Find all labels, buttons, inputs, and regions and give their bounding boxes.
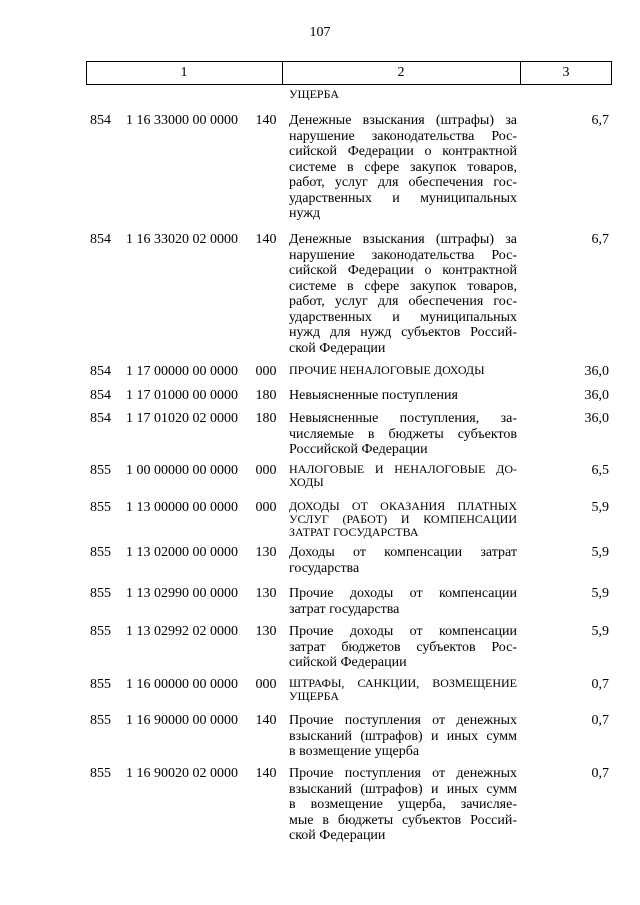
revenue-name-line: ударственных и муниципальных	[289, 190, 517, 206]
revenue-name	[289, 388, 517, 404]
revenue-name	[289, 113, 517, 222]
revenue-name-line: ШТРАФЫ, САНКЦИИ, ВОЗМЕЩЕНИЕ	[289, 676, 517, 690]
amount-value: 5,9	[591, 500, 609, 515]
revenue-code: 1 17 00000 00 0000	[126, 364, 238, 379]
revenue-name-line: ДОХОДЫ ОТ ОКАЗАНИЯ ПЛАТНЫХ	[289, 499, 517, 513]
admin-code: 855	[90, 586, 111, 601]
subtype-code: 000	[255, 500, 277, 515]
revenue-name-line: нарушение законодательства Рос-	[289, 128, 517, 144]
revenue-code: 1 16 33000 00 0000	[126, 113, 238, 128]
subtype-code: 000	[255, 364, 277, 379]
revenue-name-line: Денежные взыскания (штрафы) за	[289, 113, 517, 128]
admin-code: 855	[90, 624, 111, 639]
revenue-name-line: УЩЕРБА	[289, 689, 340, 703]
revenue-code: 1 13 02992 02 0000	[126, 624, 238, 639]
revenue-name-line: в возмещение ущерба, зачисляе-	[289, 797, 517, 812]
revenue-code: 1 17 01020 02 0000	[126, 411, 238, 426]
revenue-name-line: системе в сфере закупок товаров,	[289, 278, 517, 294]
revenue-name-line: работ, услуг для обеспечения гос-	[289, 294, 517, 309]
revenue-name-line: ПРОЧИЕ НЕНАЛОГОВЫЕ ДОХОДЫ	[289, 363, 485, 377]
revenue-name-line: ударственных и муниципальных	[289, 309, 517, 325]
subtype-code: 140	[255, 713, 277, 728]
revenue-name-line: Невыясненные поступления, за-	[289, 411, 517, 426]
amount-value: 5,9	[591, 545, 609, 560]
header-col-2: 2	[397, 65, 405, 80]
revenue-name-line: затрат бюджетов субъектов Рос-	[289, 639, 517, 655]
page-number: 107	[309, 25, 331, 40]
amount-value: 5,9	[591, 624, 609, 639]
revenue-name	[289, 364, 517, 377]
revenue-name-line: нарушение законодательства Рос-	[289, 247, 517, 263]
amount-value: 0,7	[591, 713, 609, 728]
amount-value: 36,0	[584, 411, 609, 426]
subtype-code: 140	[255, 232, 277, 247]
revenue-name-line: Доходы от компенсации затрат	[289, 545, 517, 560]
revenue-name-line: системе в сфере закупок товаров,	[289, 159, 517, 175]
revenue-name-line: ХОДЫ	[289, 475, 324, 489]
revenue-name-line: Прочие поступления от денежных	[289, 766, 517, 781]
revenue-code: 1 17 01000 00 0000	[126, 388, 238, 403]
revenue-name-line: ской Федерации	[289, 340, 386, 356]
revenue-name	[289, 88, 517, 101]
revenue-name-line: сийской Федерации о контрактной	[289, 144, 517, 159]
revenue-name-line: УЩЕРБА	[289, 87, 340, 101]
header-col-3: 3	[562, 65, 570, 80]
revenue-name-line: в возмещение ущерба	[289, 744, 420, 759]
admin-code: 855	[90, 463, 111, 478]
revenue-name-line: Денежные взыскания (штрафы) за	[289, 232, 517, 247]
subtype-code: 000	[255, 677, 277, 692]
subtype-code: 130	[255, 624, 277, 639]
revenue-code: 1 13 02990 00 0000	[126, 586, 238, 601]
amount-value: 36,0	[584, 364, 609, 379]
amount-value: 0,7	[591, 677, 609, 692]
revenue-name-line: взысканий (штрафов) и иных сумм	[289, 781, 517, 797]
revenue-name-line: Невыясненные поступления	[289, 388, 458, 403]
revenue-code: 1 16 90000 00 0000	[126, 713, 238, 728]
revenue-name-line: Прочие доходы от компенсации	[289, 624, 517, 639]
admin-code: 854	[90, 113, 111, 128]
amount-value: 5,9	[591, 586, 609, 601]
revenue-name-line: НАЛОГОВЫЕ И НЕНАЛОГОВЫЕ ДО-	[289, 462, 517, 476]
revenue-name	[289, 677, 517, 703]
admin-code: 854	[90, 388, 111, 403]
admin-code: 854	[90, 364, 111, 379]
subtype-code: 180	[255, 411, 277, 426]
admin-code: 855	[90, 713, 111, 728]
revenue-name-line: Прочие доходы от компенсации	[289, 586, 517, 601]
revenue-code: 1 13 00000 00 0000	[126, 500, 238, 515]
revenue-name-line: затрат государства	[289, 601, 400, 617]
revenue-name-line: ской Федерации	[289, 828, 386, 843]
subtype-code: 130	[255, 545, 277, 560]
revenue-name-line: УСЛУГ (РАБОТ) И КОМПЕНСАЦИИ	[289, 512, 517, 526]
revenue-name-line: ЗАТРАТ ГОСУДАРСТВА	[289, 525, 419, 539]
amount-value: 6,7	[591, 232, 609, 247]
revenue-name-line: нужд для нужд субъектов Россий-	[289, 325, 517, 340]
revenue-name-line: взысканий (штрафов) и иных сумм	[289, 728, 517, 744]
revenue-name-line: государства	[289, 560, 360, 576]
revenue-name-line: Прочие поступления от денежных	[289, 713, 517, 728]
admin-code: 855	[90, 500, 111, 515]
amount-value: 6,5	[591, 463, 609, 478]
revenue-name	[289, 545, 517, 576]
admin-code: 854	[90, 232, 111, 247]
admin-code: 854	[90, 411, 111, 426]
revenue-name-line: сийской Федерации о контрактной	[289, 263, 517, 278]
revenue-name-line: мые в бюджеты субъектов Россий-	[289, 812, 517, 828]
revenue-name	[289, 766, 517, 844]
subtype-code: 130	[255, 586, 277, 601]
revenue-name	[289, 586, 517, 617]
revenue-name-line: работ, услуг для обеспечения гос-	[289, 175, 517, 190]
revenue-name	[289, 411, 517, 458]
admin-code: 855	[90, 677, 111, 692]
amount-value: 6,7	[591, 113, 609, 128]
subtype-code: 140	[255, 113, 277, 128]
amount-value: 36,0	[584, 388, 609, 403]
revenue-name	[289, 500, 517, 539]
revenue-name	[289, 232, 517, 356]
subtype-code: 140	[255, 766, 277, 781]
revenue-name-line: нужд	[289, 206, 321, 221]
revenue-code: 1 13 02000 00 0000	[126, 545, 238, 560]
revenue-code: 1 16 90020 02 0000	[126, 766, 238, 781]
subtype-code: 180	[255, 388, 277, 403]
revenue-name-line: числяемые в бюджеты субъектов	[289, 426, 517, 442]
revenue-name	[289, 713, 517, 760]
revenue-name	[289, 624, 517, 671]
revenue-name-line: сийской Федерации	[289, 655, 407, 670]
admin-code: 855	[90, 766, 111, 781]
revenue-code: 1 16 00000 00 0000	[126, 677, 238, 692]
amount-value: 0,7	[591, 766, 609, 781]
subtype-code: 000	[255, 463, 277, 478]
revenue-code: 1 00 00000 00 0000	[126, 463, 238, 478]
admin-code: 855	[90, 545, 111, 560]
header-col-1: 1	[180, 65, 188, 80]
table-header	[86, 61, 612, 85]
revenue-name	[289, 463, 517, 489]
revenue-code: 1 16 33020 02 0000	[126, 232, 238, 247]
revenue-name-line: Российской Федерации	[289, 442, 428, 457]
